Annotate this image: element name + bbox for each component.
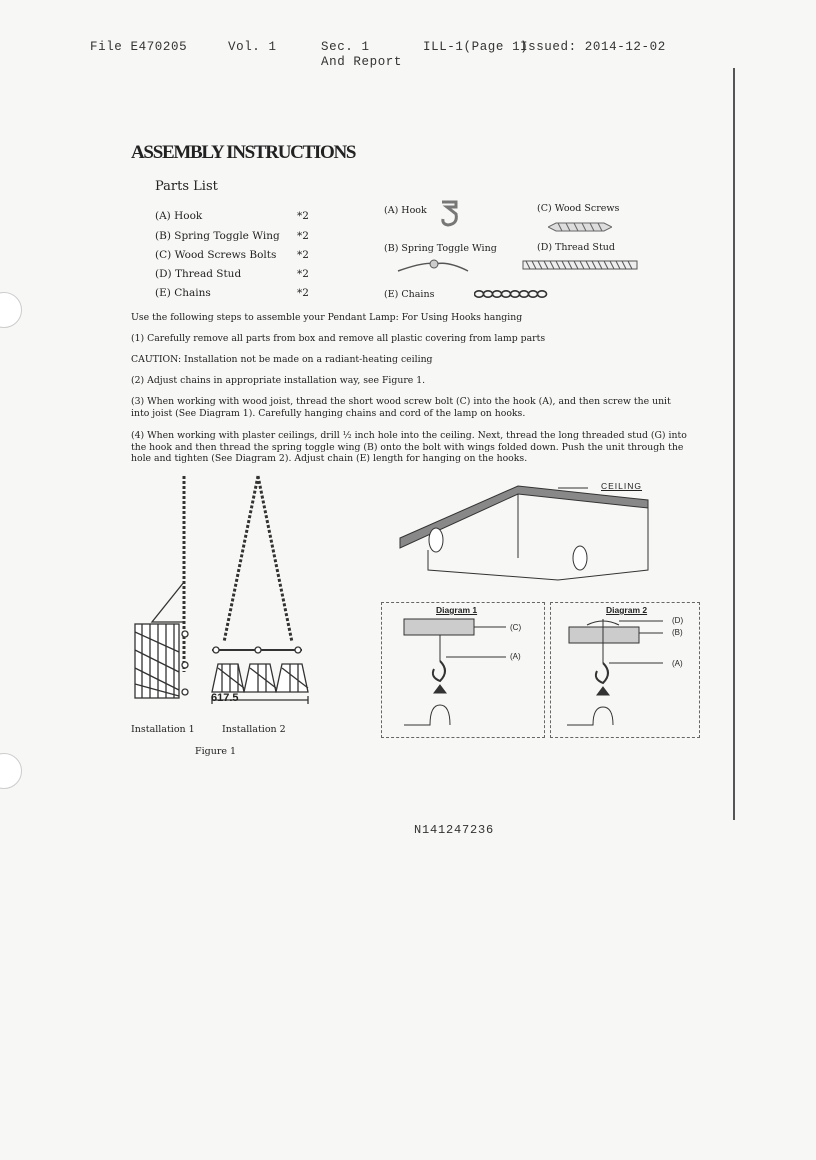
caution-text: CAUTION: Installation not be made on a radiant-heating ceiling <box>131 354 433 365</box>
footer-code: N141247236 <box>414 823 495 837</box>
part-row <box>155 268 315 280</box>
margin-line <box>733 68 735 820</box>
dimension-label: 617.5 <box>211 692 239 704</box>
figure-1-illustration <box>130 472 315 722</box>
diagram-2-d: (D) <box>672 616 684 625</box>
step-3: (3) When working with wood joist, thread the short wood screw bolt (C) into the hook (A), and then screw the unit into joist (See Diagram 1). Carefully hanging chains and cord of the lamp on hooks. <box>131 396 671 419</box>
ill-ref: ILL-1(Page 1) <box>423 40 529 54</box>
part-qty: *2 <box>297 268 309 280</box>
doc-title: ASSEMBLY INSTRUCTIONS <box>131 142 356 163</box>
part-name: (A) Hook <box>155 210 203 222</box>
part-row <box>155 230 315 242</box>
figure-caption: Figure 1 <box>195 746 237 757</box>
part-name: (D) Thread Stud <box>155 268 242 280</box>
part-qty: *2 <box>297 287 309 299</box>
part-row <box>155 287 315 299</box>
section: Sec. 1 <box>321 40 370 54</box>
thread-stud-icon <box>522 260 638 270</box>
wood-screw-icon <box>548 222 612 232</box>
part-row <box>155 249 315 261</box>
part-qty: *2 <box>297 249 309 261</box>
step-4: (4) When working with plaster ceilings, drill ½ inch hole into the ceiling. Next, thread the long threaded stud (G) into the hook and then thread the spring toggle wing (B) onto the bolt with wings folded down. Push the unit through the hole and tighten (See Diagram 2). Adjust chain (E) length for hanging on the hooks. <box>131 430 687 464</box>
diagram-2-title: Diagram 2 <box>606 605 648 615</box>
step-2: (2) Adjust chains in appropriate installation way, see Figure 1. <box>131 375 426 386</box>
part-c-label: (C) Wood Screws <box>537 203 620 214</box>
part-a-label: (A) Hook <box>384 205 427 216</box>
installation-1-label: Installation 1 <box>131 724 195 735</box>
diagram-1-box <box>381 602 545 738</box>
diagram-1-c: (C) <box>510 623 522 632</box>
toggle-wing-icon <box>396 257 470 275</box>
chain-icon <box>474 289 550 299</box>
part-qty: *2 <box>297 210 309 222</box>
part-name: (C) Wood Screws Bolts <box>155 249 277 261</box>
part-name: (B) Spring Toggle Wing <box>155 230 280 242</box>
ceiling-illustration <box>398 480 698 590</box>
diagram-1-title: Diagram 1 <box>436 605 478 615</box>
part-e-label: (E) Chains <box>384 289 435 300</box>
file-number: File E470205 <box>90 40 188 54</box>
part-qty: *2 <box>297 230 309 242</box>
volume: Vol. 1 <box>228 40 277 54</box>
punch-hole-top <box>0 292 22 328</box>
diagram-2-drawing <box>563 615 675 733</box>
part-d-label: (D) Thread Stud <box>537 242 615 253</box>
punch-hole-bottom <box>0 753 22 789</box>
installation-2-label: Installation 2 <box>222 724 286 735</box>
part-row <box>155 210 315 222</box>
step-1: (1) Carefully remove all parts from box and remove all plastic covering from lamp parts <box>131 333 546 344</box>
part-b-label: (B) Spring Toggle Wing <box>384 243 497 254</box>
issued-date: Issued: 2014-12-02 <box>520 40 666 54</box>
section-sub: And Report <box>321 55 403 69</box>
diagram-1-a: (A) <box>510 652 521 661</box>
hook-icon <box>438 198 462 228</box>
ceiling-label: CEILING <box>601 481 643 491</box>
part-name: (E) Chains <box>155 287 211 299</box>
diagram-2-b: (B) <box>672 628 683 637</box>
diagram-2-box <box>550 602 700 738</box>
intro-text: Use the following steps to assemble your Pendant Lamp: For Using Hooks hanging <box>131 312 523 323</box>
parts-list-heading: Parts List <box>155 179 218 194</box>
diagram-2-a: (A) <box>672 659 683 668</box>
diagram-1-drawing <box>394 615 514 733</box>
